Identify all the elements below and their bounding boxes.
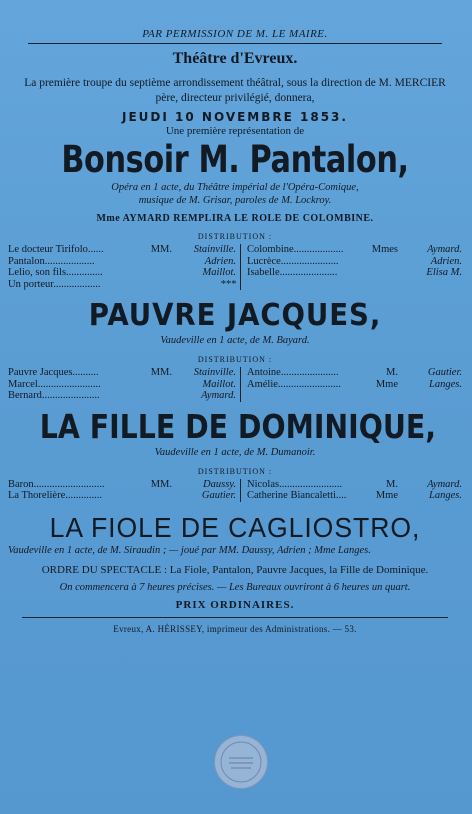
play4-subtitle: Vaudeville en 1 acte, de M. Siraudin ; — joué par MM. Daussy, Adrien ; Mme Langes. <box>8 544 371 556</box>
permission-line: PAR PERMISSION DE M. LE MAIRE. <box>142 28 328 40</box>
prices-line: PRIX ORDINAIRES. <box>175 598 295 611</box>
cast-row <box>8 279 236 291</box>
cast-role: Pauvre Jacques.......... <box>8 367 99 378</box>
cast-actor: Langes. <box>429 378 462 390</box>
cast-row <box>247 267 462 279</box>
play2-distribution-label: DISTRIBUTION : <box>197 355 273 364</box>
play3-cast-right <box>241 479 462 502</box>
cast-actor: Adrien. <box>204 255 236 267</box>
play1-subtitle-2: musique de M. Grisar, paroles de M. Lockroy. <box>138 195 332 206</box>
play1-subtitle-1: Opéra en 1 acte, du Théâtre impérial de l'Opéra-Comique, <box>111 182 359 193</box>
start-time-line: On commencera à 7 heures précises. — Les Bureaux ouvriront à 6 heures un quart. <box>59 581 411 593</box>
cast-title: Mmes <box>371 244 398 255</box>
cast-title: Mme <box>375 378 398 390</box>
cast-title: M. <box>386 478 398 490</box>
cast-row <box>247 379 462 391</box>
play2-subtitle: Vaudeville en 1 acte, de M. Bayard. <box>160 335 310 346</box>
cast-row <box>8 244 236 256</box>
play1-cast-left <box>8 244 241 290</box>
cast-row <box>247 490 462 502</box>
cast-actor: Adrien. <box>430 255 462 267</box>
performance-date: JEUDI 10 NOVEMBRE 1853. <box>122 110 348 124</box>
cast-actor: Daussy. <box>203 478 236 490</box>
cast-role: Catherine Biancaletti.... <box>247 490 347 501</box>
cast-row <box>8 479 236 491</box>
theatre-name: Théâtre d'Evreux. <box>172 50 298 67</box>
play4-title: LA FIOLE DE CAGLIOSTRO, <box>49 511 421 543</box>
intro-text: La première troupe du septième arrondissement théâtral, sous la direction de M. MERCIER père, directeur privilégié, donnera, <box>24 77 446 104</box>
cast-row <box>247 367 462 379</box>
cast-row <box>247 479 462 491</box>
cast-role: Marcel........................ <box>8 378 101 390</box>
order-of-show: ORDRE DU SPECTACLE : La Fiole, Pantalon, Pauvre Jacques, la Fille de Dominique. <box>41 563 429 576</box>
cast-role: Amélie........................ <box>247 378 341 390</box>
cast-role: Antoine...................... <box>247 367 339 378</box>
play2-cast <box>8 367 462 402</box>
cast-role: Colombine................... <box>247 244 344 255</box>
cast-title: MM. <box>150 244 172 255</box>
cast-actor: Stainville. <box>193 367 236 378</box>
cast-actor: *** <box>220 278 236 290</box>
cast-row <box>8 379 236 391</box>
play1-distribution-label: DISTRIBUTION : <box>197 232 273 241</box>
cast-role: Baron........................... <box>8 478 105 490</box>
cast-title: M. <box>386 367 398 378</box>
stamp-seal-icon <box>215 736 267 788</box>
cast-actor: Gautier. <box>201 490 236 501</box>
play3-cast-left <box>8 479 241 502</box>
cast-role: La Thorelière.............. <box>8 490 102 501</box>
cast-row <box>247 256 462 268</box>
cast-row <box>8 256 236 268</box>
cast-actor: Aymard. <box>427 478 462 490</box>
cast-actor: Elisa M. <box>426 267 462 278</box>
cast-title: MM. <box>150 367 172 378</box>
cast-actor: Stainville. <box>193 244 236 255</box>
cast-row <box>8 367 236 379</box>
cast-actor: Aymard. <box>427 244 462 255</box>
bottom-rule <box>22 617 448 618</box>
cast-actor: Maillot. <box>202 378 236 390</box>
cast-role: Nicolas........................ <box>247 478 343 490</box>
cast-actor: Maillot. <box>202 267 236 278</box>
cast-role: Pantalon................... <box>8 255 95 267</box>
cast-title: MM. <box>150 478 172 490</box>
cast-role: Lucrèce...................... <box>247 255 339 267</box>
play3-cast <box>8 479 462 502</box>
play3-distribution-label: DISTRIBUTION : <box>197 466 273 476</box>
premiere-line: Une première représentation de <box>165 125 305 137</box>
play1-cast-right <box>241 244 462 290</box>
play2-title: PAUVRE JACQUES, <box>88 298 382 333</box>
printer-line: Evreux, A. HÉRISSEY, imprimeur des Administrations. — 53. <box>113 623 357 634</box>
cast-role: Le docteur Tirifolo...... <box>8 244 104 255</box>
cast-row <box>8 490 236 502</box>
top-rule <box>28 43 442 44</box>
play1-title: Bonsoir M. Pantalon, <box>61 138 409 181</box>
cast-role: Un porteur.................. <box>8 278 101 290</box>
play2-cast-right <box>241 367 462 402</box>
play2-cast-left <box>8 367 241 402</box>
cast-row <box>8 390 236 402</box>
play3-subtitle: Vaudeville en 1 acte, de M. Dumanoir. <box>154 446 316 458</box>
play1-cast <box>8 244 462 290</box>
play1-note: Mme AYMARD REMPLIRA LE ROLE DE COLOMBINE. <box>96 213 374 224</box>
cast-row <box>8 267 236 279</box>
cast-title: Mme <box>375 490 398 501</box>
cast-role: Isabelle...................... <box>247 267 338 278</box>
cast-row <box>247 244 462 256</box>
play3-title: LA FILLE DE DOMINIQUE, <box>39 406 437 446</box>
library-stamp <box>214 735 268 789</box>
cast-role: Bernard...................... <box>8 390 100 401</box>
cast-actor: Aymard. <box>201 390 236 401</box>
cast-role: Lelio, son fils.............. <box>8 267 103 278</box>
cast-actor: Langes. <box>429 490 462 501</box>
cast-actor: Gautier. <box>427 367 462 378</box>
